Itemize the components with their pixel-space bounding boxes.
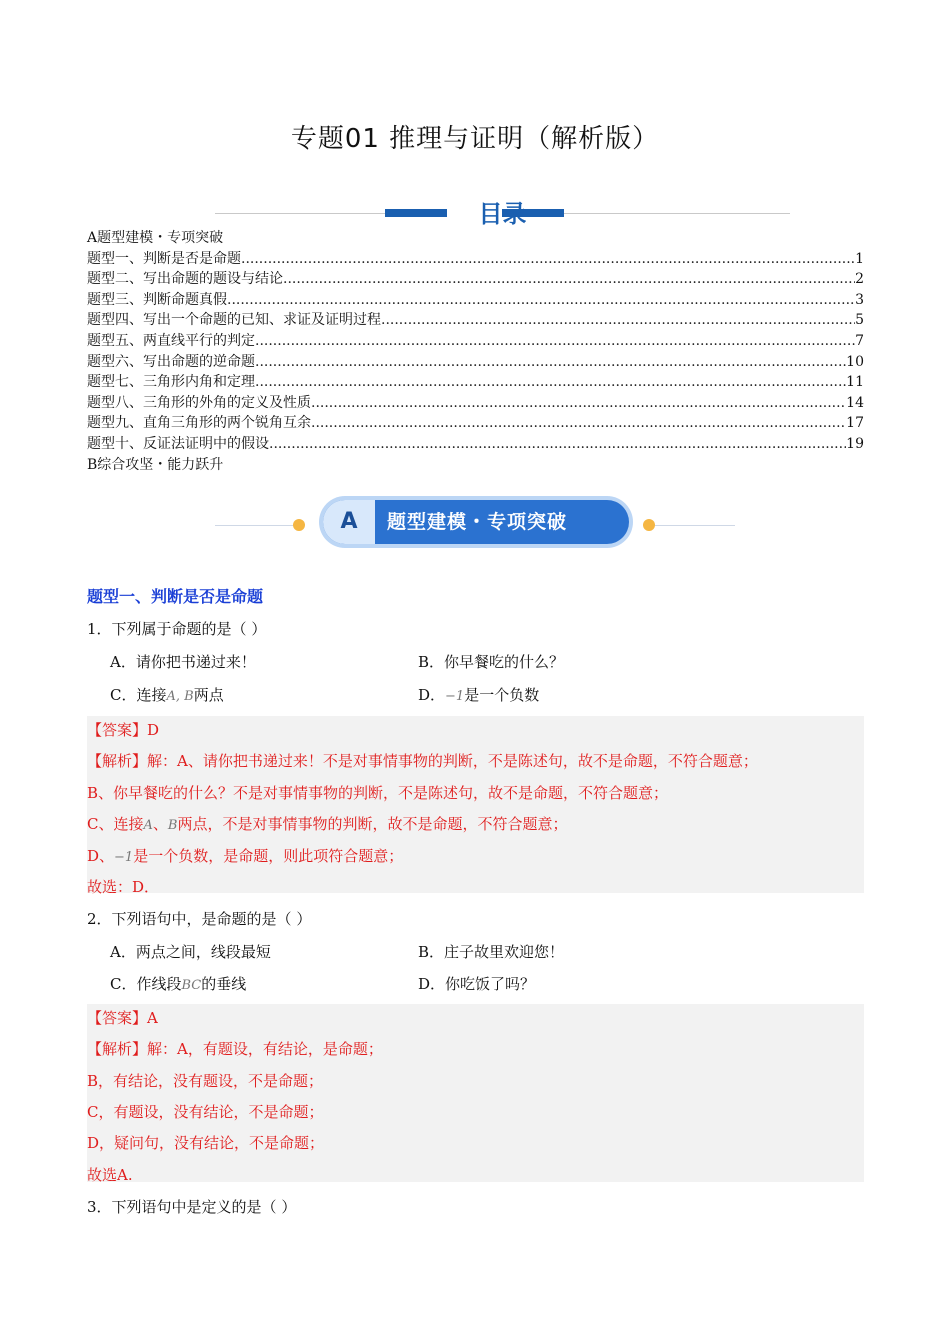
q1-option-d: D．−1是一个负数 bbox=[418, 686, 540, 704]
q2-answer: 【答案】A bbox=[87, 1009, 158, 1027]
section-banner bbox=[215, 497, 735, 551]
q2-option-b: B．庄子故里欢迎您！ bbox=[418, 943, 565, 961]
toc-item[interactable] bbox=[87, 310, 864, 331]
toc-item[interactable] bbox=[87, 290, 864, 311]
q1-answer: 【答案】D bbox=[87, 721, 160, 739]
toc-leader-dots bbox=[283, 269, 855, 290]
toc-item[interactable] bbox=[87, 372, 864, 393]
q2-analysis-1: 【解析】解：A，有题设，有结论，是命题； bbox=[87, 1040, 383, 1058]
toc-item-label: 题型一、判断是否是命题 bbox=[87, 250, 241, 267]
toc-item-label: 题型六、写出命题的逆命题 bbox=[87, 353, 255, 370]
toc-item[interactable] bbox=[87, 269, 864, 290]
toc-leader-dots bbox=[311, 413, 846, 434]
toc-leader-dots bbox=[227, 290, 855, 311]
toc-item-page: 11 bbox=[846, 374, 864, 391]
toc-item[interactable] bbox=[87, 434, 864, 455]
toc-heading: 目录 bbox=[478, 200, 527, 228]
toc-part-b[interactable]: B综合攻坚・能力跃升 bbox=[87, 456, 224, 473]
toc-item-label: 题型九、直角三角形的两个锐角互余 bbox=[87, 415, 311, 432]
banner-dot-left bbox=[293, 519, 305, 531]
q1-analysis-4: D、−1是一个负数，是命题，则此项符合题意； bbox=[87, 847, 404, 865]
toc-leader-dots bbox=[255, 372, 846, 393]
toc-item-label: 题型四、写出一个命题的已知、求证及证明过程 bbox=[87, 312, 381, 329]
toc-item-label: 题型八、三角形的外角的定义及性质 bbox=[87, 394, 311, 411]
table-of-contents bbox=[87, 228, 864, 475]
toc-item-label: 题型五、两直线平行的判定 bbox=[87, 332, 255, 349]
math-neg-one: −1 bbox=[445, 689, 465, 704]
toc-item[interactable] bbox=[87, 393, 864, 414]
toc-item-page: 14 bbox=[846, 394, 864, 411]
q2-analysis-2: B，有结论，没有题设，不是命题； bbox=[87, 1072, 324, 1090]
q1-option-b: B．你早餐吃的什么？ bbox=[418, 653, 565, 671]
q2-option-a: A．两点之间，线段最短 bbox=[110, 943, 271, 961]
page-title: 专题01 推理与证明（解析版） bbox=[290, 124, 660, 154]
toc-item[interactable] bbox=[87, 352, 864, 373]
q2-analysis-4: D，疑问句，没有结论，不是命题； bbox=[87, 1134, 325, 1152]
question-1-stem: 1．下列属于命题的是（ ） bbox=[87, 620, 267, 638]
toc-item-page: 5 bbox=[855, 312, 864, 329]
q1-analysis-2: B、你早餐吃的什么？不是对事情事物的判断，不是陈述句，故不是命题，不符合题意； bbox=[87, 784, 669, 802]
math-bc: BC bbox=[181, 978, 202, 993]
toc-item[interactable] bbox=[87, 413, 864, 434]
toc-item-label: 题型十、反证法证明中的假设 bbox=[87, 435, 269, 452]
math-ab: A, B bbox=[166, 689, 194, 704]
banner-letter: A bbox=[323, 500, 375, 544]
toc-header bbox=[215, 197, 790, 231]
q1-answer-box bbox=[87, 716, 864, 896]
toc-item[interactable] bbox=[87, 331, 864, 352]
toc-item[interactable] bbox=[87, 249, 864, 270]
toc-item-label: 题型二、写出命题的题设与结论 bbox=[87, 271, 283, 288]
q2-conclusion: 故选A. bbox=[87, 1166, 133, 1184]
toc-leader-dots bbox=[269, 434, 846, 455]
toc-leader-dots bbox=[255, 331, 855, 352]
q2-answer-box bbox=[87, 1004, 864, 1182]
toc-leader-dots bbox=[241, 249, 855, 270]
toc-leader-dots bbox=[255, 352, 846, 373]
toc-item-page: 3 bbox=[855, 291, 864, 308]
toc-item-page: 10 bbox=[846, 353, 864, 370]
q1-analysis-3: C、连接A、B两点，不是对事情事物的判断，故不是命题，不符合题意； bbox=[87, 815, 568, 833]
q1-analysis-1: 【解析】解：A、请你把书递过来！不是对事情事物的判断，不是陈述句，故不是命题，不符合题意； bbox=[87, 752, 758, 770]
toc-item-page: 1 bbox=[855, 250, 864, 267]
toc-item-page: 19 bbox=[846, 435, 864, 452]
toc-item-page: 2 bbox=[855, 271, 864, 288]
q1-option-a: A．请你把书递过来！ bbox=[110, 653, 256, 671]
q2-option-c: C．作线段BC的垂线 bbox=[110, 975, 247, 993]
q1-conclusion: 故选：D． bbox=[87, 878, 160, 896]
banner-text: 题型建模・专项突破 bbox=[387, 511, 568, 533]
toc-item-page: 7 bbox=[855, 332, 864, 349]
toc-leader-dots bbox=[381, 310, 855, 331]
question-3-stem: 3．下列语句中是定义的是（ ） bbox=[87, 1198, 297, 1216]
toc-item-page: 17 bbox=[846, 415, 864, 432]
toc-item-label: 题型三、判断命题真假 bbox=[87, 291, 227, 308]
toc-item-label: 题型七、三角形内角和定理 bbox=[87, 374, 255, 391]
q1-option-c: C．连接A, B两点 bbox=[110, 686, 224, 704]
q2-option-d: D．你吃饭了吗？ bbox=[418, 975, 536, 993]
banner-dot-right bbox=[643, 519, 655, 531]
section-title: 题型一、判断是否是命题 bbox=[87, 587, 264, 606]
banner-pill bbox=[323, 500, 629, 544]
toc-leader-dots bbox=[311, 393, 846, 414]
q2-analysis-3: C，有题设，没有结论，不是命题； bbox=[87, 1103, 324, 1121]
question-2-stem: 2．下列语句中，是命题的是（ ） bbox=[87, 910, 312, 928]
toc-part-a[interactable]: A题型建模・专项突破 bbox=[87, 230, 224, 246]
